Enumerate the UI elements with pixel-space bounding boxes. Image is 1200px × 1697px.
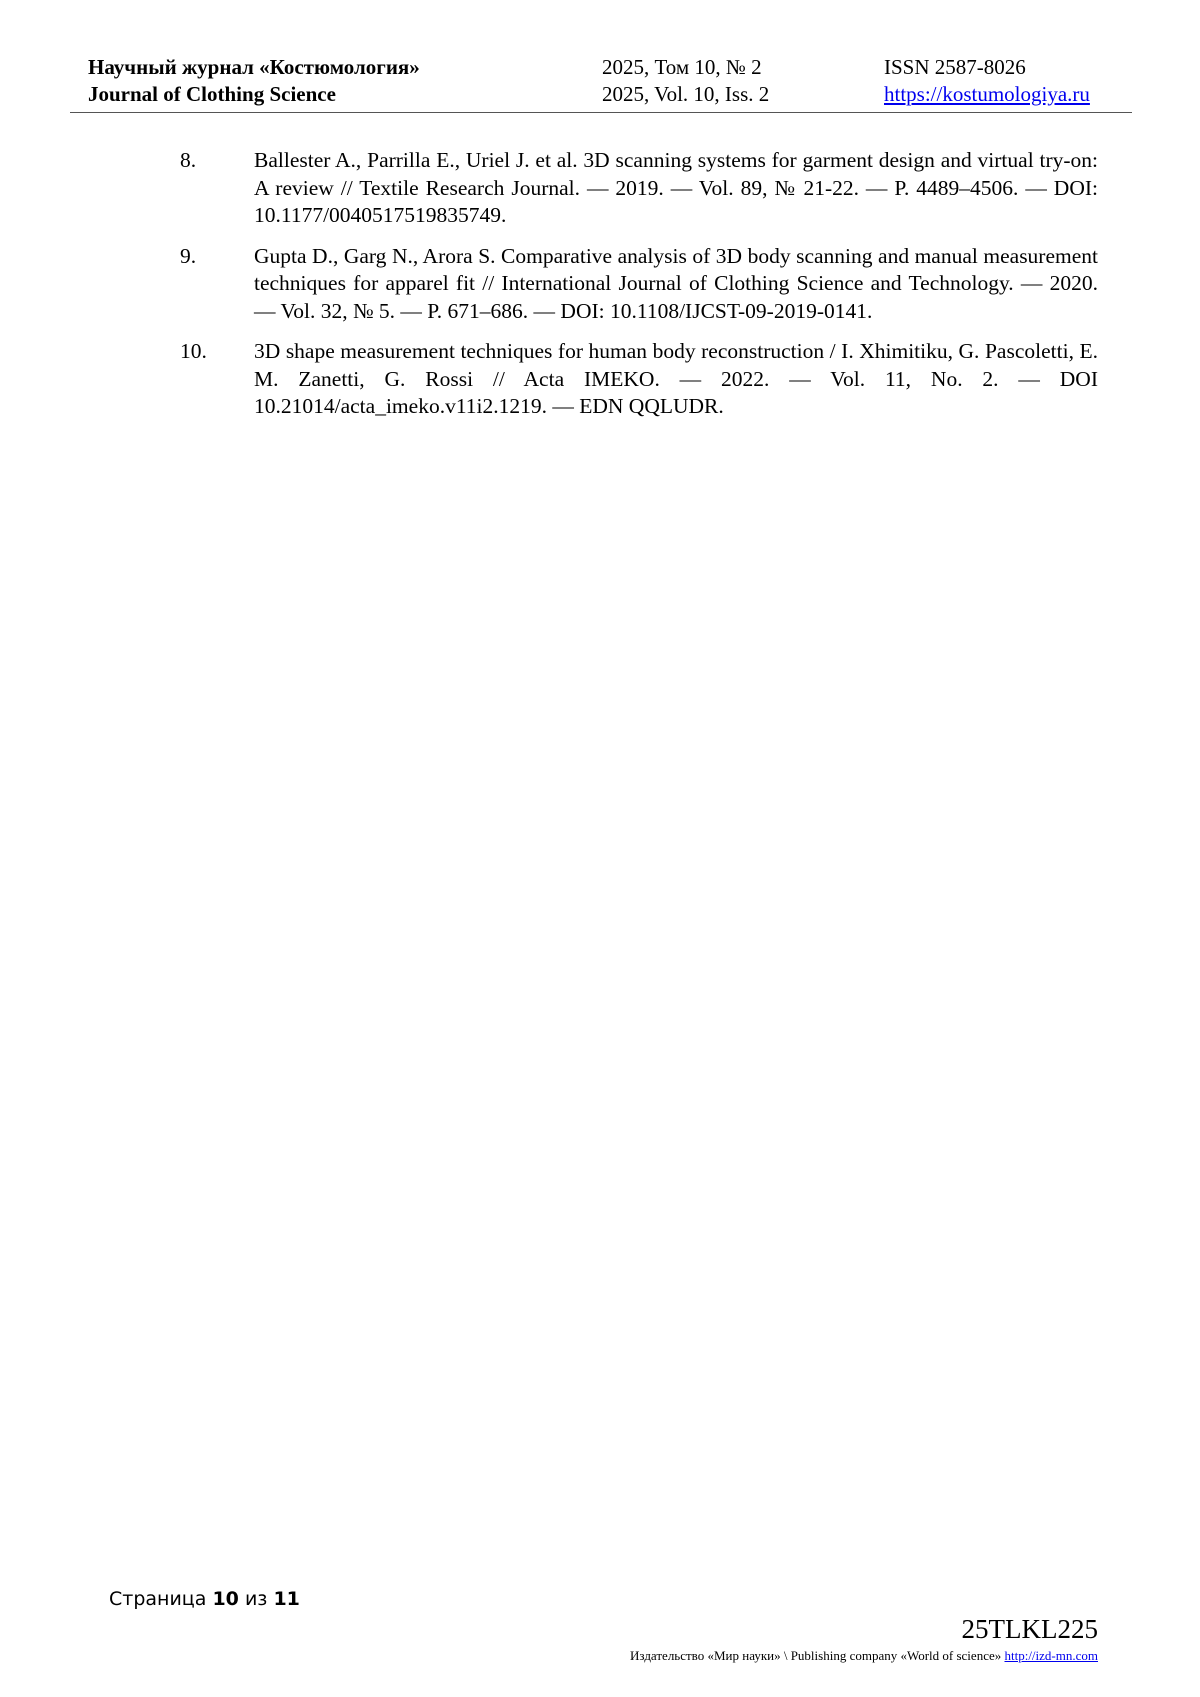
journal-title-ru: Научный журнал «Костюмология» [88,55,420,79]
article-code: 25TLKL225 [961,1614,1098,1644]
journal-website-link[interactable]: https://kostumologiya.ru [884,82,1090,106]
total-pages-number: 11 [273,1588,300,1610]
header-divider [70,112,1132,113]
reference-item [180,147,1098,230]
reference-list [180,147,1098,434]
page-header [88,54,1130,114]
reference-item [180,338,1098,421]
issue-block [602,54,769,108]
journal-name-block [88,54,420,108]
journal-title-en: Journal of Clothing Science [88,82,336,106]
page-counter [109,1588,300,1610]
publisher-line [630,1648,1098,1664]
reference-text: 3D shape measurement techniques for human body reconstruction / I. Xhimitiku, G. Pascoletti, E. M. Zanetti, G. Rossi // Acta IMEKO. — 2022. — Vol. 11, No. 2. — DOI 10.21014/acta_imeko.v11i2.1219. — EDN QQLUDR. [254,339,1098,418]
reference-number: 9. [180,243,197,268]
reference-number: 8. [180,148,197,172]
issue-info-ru: 2025, Том 10, № 2 [602,55,762,79]
current-page-number: 10 [212,1588,239,1610]
page-word: Страница [109,1588,207,1610]
issn: ISSN 2587-8026 [884,55,1026,79]
reference-item [180,243,1098,326]
issue-info-en: 2025, Vol. 10, Iss. 2 [602,82,770,106]
reference-number: 10. [180,339,207,363]
reference-text: Ballester A., Parrilla E., Uriel J. et al. 3D scanning systems for garment design and virtual try-on: A review // Textile Research Journal. — 2019. — Vol. 89, № 21-22. — P. 4489–4506. — DOI: 10.1177/0040517519835749. [254,148,1098,227]
publisher-link[interactable]: http://izd-mn.com [1004,1648,1098,1663]
of-word: из [244,1588,268,1610]
issn-block [884,54,1090,108]
reference-text: Gupta D., Garg N., Arora S. Comparative analysis of 3D body scanning and manual measurement techniques for apparel fit // International Journal of Clothing Science and Technology. — 2020. — Vol. 32, № 5. — P. 671–686. — DOI: 10.1108/IJCST-09-2019-0141. [254,243,1098,323]
publisher-name: Издательство «Мир науки» \ Publishing company «World of science» [630,1648,1002,1663]
